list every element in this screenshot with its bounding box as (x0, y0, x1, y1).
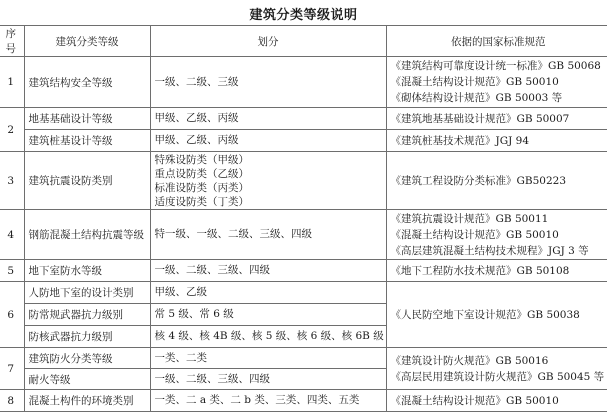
header-category: 建筑分类等级 (24, 26, 150, 57)
row-number: 4 (0, 210, 24, 260)
category-cell: 建筑防火分类等级 (24, 348, 150, 369)
division-text: 甲级、乙级、丙级 (154, 134, 239, 146)
standard-text: 《高层建筑混凝土结构技术规程》JGJ 3 等 (390, 244, 589, 257)
division-cell (150, 304, 386, 326)
table-row (0, 260, 607, 282)
category-cell: 地基基础设计等级 (24, 108, 150, 130)
table-row (0, 210, 607, 260)
standard-text: 《混凝土结构设计规范》GB 50010 (390, 76, 559, 88)
category-cell: 建筑抗震设防类别 (24, 152, 150, 210)
division-text: 标准设防类（丙类） (154, 181, 249, 194)
standard-text: 《混凝土结构设计规范》GB 50010 (390, 394, 559, 407)
table-row (0, 282, 607, 304)
division-text: 一类、二类 (154, 351, 207, 364)
category-cell: 钢筋混凝土结构抗震等级 (24, 210, 150, 260)
header-row (0, 26, 607, 57)
category-cell: 地下室防水等级 (24, 260, 150, 282)
standards-cell (386, 348, 607, 390)
division-cell (150, 390, 386, 412)
division-text: 常 5 级、常 6 级 (154, 308, 234, 320)
division-text: 一级、二级、三级 (154, 75, 239, 88)
header-standards: 依据的国家标准规范 (386, 26, 607, 57)
standard-text: 《高层民用建筑设计防火规范》GB 50045 等 (390, 370, 605, 383)
division-cell (150, 369, 386, 390)
division-text: 适度设防类（丁类） (154, 195, 249, 208)
division-cell (150, 282, 386, 304)
table-row (0, 108, 607, 130)
division-cell (150, 152, 386, 210)
division-text: 甲级、乙级 (154, 286, 207, 298)
table-row (0, 152, 607, 210)
category-cell: 防核武器抗力级别 (24, 326, 150, 348)
category-cell: 建筑桩基设计等级 (24, 130, 150, 152)
division-cell (150, 210, 386, 260)
division-text: 核 4 级、核 4B 级、核 5 级、核 6 级、核 6B 级 (154, 330, 384, 342)
table-row (0, 130, 607, 152)
category-cell: 混凝土构件的环境类别 (24, 390, 150, 412)
header-division: 划分 (150, 26, 386, 57)
standards-cell (386, 390, 607, 412)
row-number: 8 (0, 390, 24, 412)
category-cell: 人防地下室的设计类别 (24, 282, 150, 304)
category-cell: 耐火等级 (24, 369, 150, 390)
row-number: 5 (0, 260, 24, 282)
standards-cell (386, 57, 607, 108)
table-row (0, 390, 607, 412)
division-cell (150, 326, 386, 348)
category-cell: 建筑结构安全等级 (24, 57, 150, 108)
division-text: 特一级、一级、二级、三级、四级 (154, 228, 312, 240)
division-text: 一级、二级、三级、四级 (154, 264, 270, 276)
division-text: 一级、二级、三级、四级 (154, 372, 270, 385)
standard-text: 《建筑地基基础设计规范》GB 50007 (390, 112, 570, 125)
standards-cell (386, 152, 607, 210)
standard-text: 《建筑工程设防分类标准》GB50223 (390, 174, 567, 187)
row-number: 6 (0, 282, 24, 348)
classification-table (0, 25, 607, 412)
standard-text: 《砌体结构设计规范》GB 50003 等 (390, 92, 563, 104)
standards-cell (386, 260, 607, 282)
standards-cell (386, 210, 607, 260)
division-text: 甲级、乙级、丙级 (154, 112, 239, 124)
row-number: 2 (0, 108, 24, 152)
standards-cell (386, 130, 607, 152)
table-row (0, 57, 607, 108)
standard-text: 《建筑结构可靠度设计统一标准》GB 50068 (390, 60, 601, 72)
standard-text: 《建筑抗震设计规范》GB 50011 (390, 212, 549, 225)
standards-cell (386, 282, 607, 348)
table-title: 建筑分类等级说明 (249, 8, 358, 23)
division-text: 一类、二 a 类、二 b 类、三类、四类、五类 (154, 394, 360, 406)
division-cell (150, 130, 386, 152)
division-cell (150, 57, 386, 108)
table-row (0, 348, 607, 369)
division-cell (150, 260, 386, 282)
division-text: 特殊设防类（甲级） (154, 153, 249, 166)
division-cell (150, 108, 386, 130)
standard-text: 《地下工程防水技术规范》GB 50108 (390, 264, 570, 277)
row-number: 7 (0, 348, 24, 390)
row-number: 1 (0, 57, 24, 108)
standard-text: 《建筑桩基技术规范》JGJ 94 (390, 134, 530, 147)
division-cell (150, 348, 386, 369)
standard-text: 《混凝土结构设计规范》GB 50010 (390, 228, 559, 241)
row-number: 3 (0, 152, 24, 210)
standard-text: 《建筑设计防火规范》GB 50016 (390, 354, 549, 367)
standard-text: 《人民防空地下室设计规范》GB 50038 (390, 308, 580, 321)
table-body (0, 57, 607, 412)
standards-cell (386, 108, 607, 130)
category-cell: 防常规武器抗力级别 (24, 304, 150, 326)
header-number: 序号 (0, 26, 24, 57)
division-text: 重点设防类（乙级） (154, 167, 249, 180)
